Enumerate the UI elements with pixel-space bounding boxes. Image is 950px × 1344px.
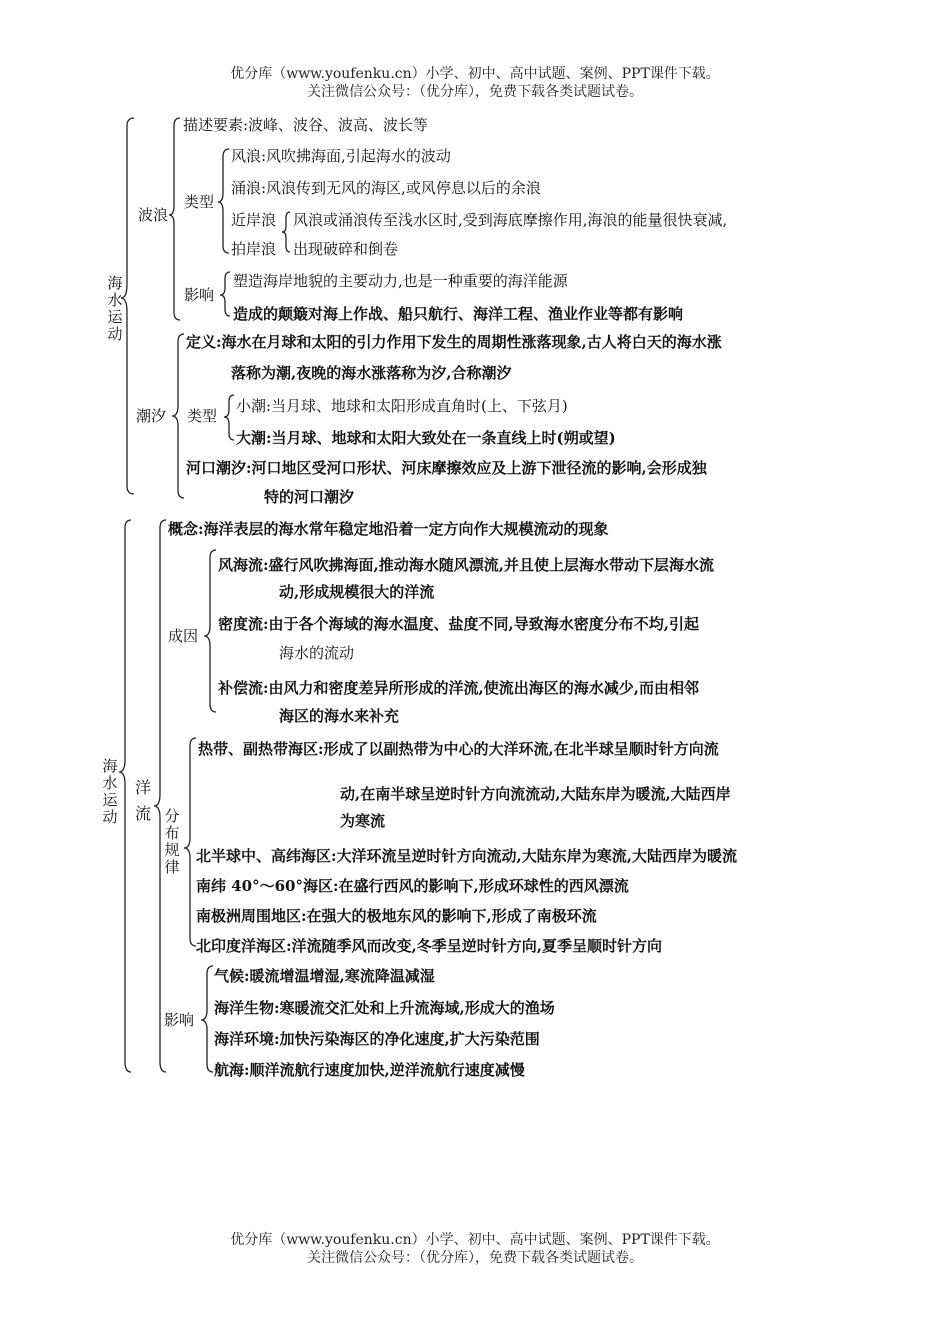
root-bracket-2 — [119, 520, 131, 1072]
wave-bracket — [169, 118, 180, 320]
impact-bio: 海洋生物:寒暖流交汇处和上升流海域,形成大的渔场 — [214, 999, 555, 1017]
distribution-label: 分布规律 — [164, 807, 180, 876]
wave-impact-label: 影响 — [184, 286, 215, 304]
tide-def-1: 定义:海水在月球和太阳的引力作用下发生的周期性涨落现象,古人将白天的海水涨 — [186, 333, 722, 351]
dist-indian: 北印度洋海区:洋流随季风而改变,冬季呈逆时针方向,夏季呈顺时针方向 — [196, 937, 662, 955]
distribution-bracket — [184, 738, 196, 946]
impact-climate: 气候:暖流增温增湿,寒流降温减湿 — [214, 967, 435, 985]
dist-tropical-3: 为寒流 — [340, 812, 386, 830]
dist-tropical-2: 动,在南半球呈逆时针方向流流动,大陆东岸为暖流,大陆西岸 — [340, 785, 731, 803]
tide-estuary-1: 河口潮汐:河口地区受河口形状、河床摩擦效应及上游下泄径流的影响,会形成独 — [186, 459, 707, 477]
tide-bracket — [172, 334, 184, 498]
tide-def-2: 落称为潮,夜晚的海水涨落称为汐,合称潮汐 — [231, 364, 512, 382]
wave-shore: 拍岸浪 — [231, 240, 277, 258]
wave-label: 波浪 — [138, 206, 169, 224]
wave-impact-bracket — [220, 272, 230, 316]
impact-nav: 航海:顺洋流航行速度加快,逆洋流航行速度减慢 — [214, 1061, 525, 1079]
tide-estuary-2: 特的河口潮汐 — [264, 488, 355, 506]
tide-types-label: 类型 — [187, 407, 218, 425]
tide-spring: 大潮:当月球、地球和太阳大致处在一条直线上时(朔或望) — [236, 429, 616, 447]
header-line-2: 关注微信公众号：（优分库），免费下载各类试题试卷。 — [307, 84, 643, 100]
cause-wind-1: 风海流:盛行风吹拂海面,推动海水随风漂流,并且使上层海水带动下层海水流 — [218, 556, 714, 574]
wave-impact-2: 造成的颠簸对海上作战、船只航行、海洋工程、渔业作业等都有影响 — [233, 305, 684, 323]
tide-label: 潮汐 — [136, 407, 167, 425]
root-label-1: 海水运动 — [107, 274, 123, 343]
near-shore-bracket — [282, 212, 290, 252]
cause-comp-2: 海区的海水来补充 — [279, 707, 400, 725]
footer-line-2: 关注微信公众号：（优分库），免费下载各类试题试卷。 — [307, 1250, 643, 1266]
dist-antarctic: 南极洲周围地区:在强大的极地东风的影响下,形成了南极环流 — [196, 907, 597, 925]
impact-bracket — [201, 966, 213, 1072]
wave-impact-1: 塑造海岸地貌的主要动力,也是一种重要的海洋能源 — [233, 272, 568, 290]
dist-tropical-1: 热带、副热带海区:形成了以副热带为中心的大洋环流,在北半球呈顺时针方向流 — [198, 740, 719, 758]
wave-types-bracket — [218, 149, 229, 253]
cause-wind-2: 动,形成规模很大的洋流 — [279, 583, 435, 601]
impact-env: 海洋环境:加快污染海区的净化速度,扩大污染范围 — [214, 1030, 540, 1048]
wave-wind: 风浪:风吹拂海面,引起海水的波动 — [231, 147, 451, 165]
wave-swell: 涌浪:风浪传到无风的海区,或风停息以后的余浪 — [231, 179, 541, 197]
cause-label: 成因 — [168, 627, 199, 645]
wave-near: 近岸浪 — [231, 211, 277, 229]
wave-near-desc-2: 出现破碎和倒卷 — [293, 240, 399, 258]
tide-types-bracket — [224, 395, 234, 440]
dist-north: 北半球中、高纬海区:大洋环流呈逆时针方向流动,大陆东岸为寒流,大陆西岸为暖流 — [196, 847, 737, 865]
wave-near-desc-1: 风浪或涌浪传至浅水区时,受到海底摩擦作用,海浪的能量很快衰减, — [293, 211, 728, 229]
cause-density-1: 密度流:由于各个海域的海水温度、盐度不同,导致海水密度分布不均,引起 — [218, 615, 699, 633]
root-label-2: 海水运动 — [102, 757, 118, 826]
impact-label: 影响 — [164, 1011, 195, 1029]
current-bracket — [154, 520, 166, 1072]
cause-comp-1: 补偿流:由风力和密度差异所形成的洋流,使流出海区的海水减少,而由相邻 — [218, 679, 699, 697]
wave-desc: 描述要素:波峰、波谷、波高、波长等 — [183, 116, 429, 134]
current-label: 洋流 — [134, 778, 151, 823]
current-concept: 概念:海洋表层的海水常年稳定地沿着一定方向作大规模流动的现象 — [168, 520, 609, 538]
cause-bracket — [204, 550, 216, 712]
wave-types-label: 类型 — [184, 193, 215, 211]
header-line-1: 优分库（www.youfenku.cn）小学、初中、高中试题、案例、PPT课件下载。 — [230, 66, 720, 82]
tide-neap: 小潮:当月球、地球和太阳形成直角时(上、下弦月) — [236, 397, 568, 415]
dist-south: 南纬 40°～60°海区:在盛行西风的影响下,形成环球性的西风漂流 — [196, 877, 629, 895]
cause-density-2: 海水的流动 — [279, 644, 355, 662]
footer-line-1: 优分库（www.youfenku.cn）小学、初中、高中试题、案例、PPT课件下载。 — [230, 1232, 720, 1248]
